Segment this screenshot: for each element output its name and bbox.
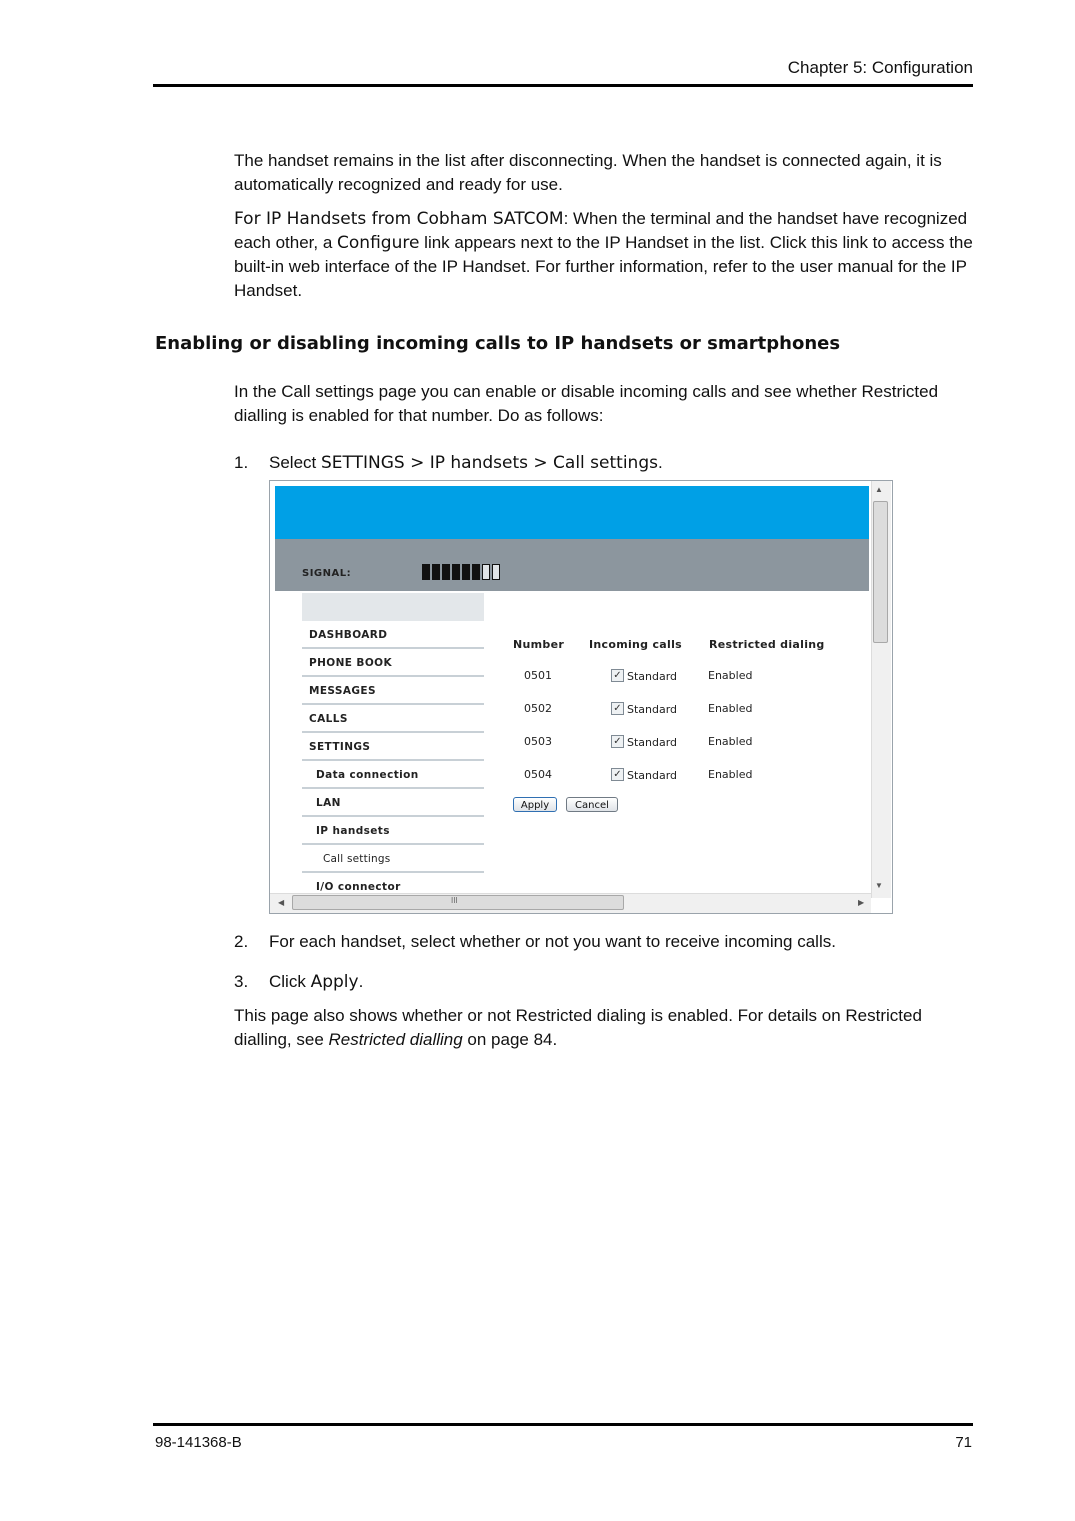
incoming-calls-checkbox[interactable]: ✓ bbox=[611, 702, 624, 715]
step-text: Select bbox=[269, 453, 321, 472]
scroll-right-icon[interactable]: ▶ bbox=[858, 898, 865, 907]
restricted-dialing-status: Enabled bbox=[708, 702, 753, 715]
cobham-text-a: : When the terminal and the handset have recognized each other, a bbox=[234, 209, 968, 252]
restricted-dialing-status: Enabled bbox=[708, 669, 753, 682]
step-text-end: . bbox=[358, 972, 364, 991]
step-ui-path: SETTINGS > IP handsets > Call settings bbox=[320, 453, 658, 473]
web-interface-screenshot bbox=[269, 480, 893, 914]
incoming-calls-label: Standard bbox=[627, 736, 678, 749]
step-text-end: . bbox=[657, 453, 663, 472]
step-number: 1. bbox=[234, 453, 249, 472]
restricted-text: This page also shows whether or not Restricted dialing is enabled. For details on Restricted dialling, see bbox=[234, 1006, 922, 1049]
nav-item-call-settings[interactable] bbox=[302, 845, 484, 873]
page-number: 71 bbox=[955, 1434, 972, 1451]
navigation-menu bbox=[302, 593, 484, 893]
cobham-lead: For IP Handsets from Cobham SATCOM bbox=[234, 209, 564, 229]
signal-segment bbox=[422, 564, 430, 580]
restricted-dialing-status: Enabled bbox=[708, 735, 753, 748]
paragraph-cobham-handsets bbox=[234, 207, 974, 303]
nav-item-settings[interactable] bbox=[302, 733, 484, 761]
step-number: 2. bbox=[234, 932, 249, 951]
signal-segment bbox=[442, 564, 450, 580]
incoming-calls-label: Standard bbox=[627, 703, 678, 716]
nav-item-label: Call settings bbox=[323, 853, 391, 865]
nav-item-label: CALLS bbox=[309, 713, 348, 725]
col-header-restricted: Restricted dialing bbox=[709, 638, 825, 651]
restricted-text-end: on page 84. bbox=[462, 1030, 558, 1049]
signal-segment bbox=[462, 564, 470, 580]
apply-button[interactable]: Apply bbox=[513, 797, 557, 812]
nav-item-label: PHONE BOOK bbox=[309, 657, 393, 669]
scroll-left-icon[interactable]: ◀ bbox=[278, 898, 285, 907]
col-header-incoming: Incoming calls bbox=[589, 638, 683, 651]
header-rule bbox=[153, 84, 973, 87]
horizontal-scroll-thumb[interactable] bbox=[292, 895, 624, 910]
nav-item-label: Data connection bbox=[316, 769, 419, 781]
signal-bar bbox=[275, 539, 869, 591]
cancel-button[interactable]: Cancel bbox=[566, 797, 618, 812]
nav-item-label: MESSAGES bbox=[309, 685, 376, 697]
nav-item-ip-handsets[interactable] bbox=[302, 817, 484, 845]
signal-segment bbox=[492, 564, 500, 580]
handset-number: 0503 bbox=[524, 735, 552, 748]
nav-item-label: SETTINGS bbox=[309, 741, 371, 753]
incoming-calls-checkbox[interactable]: ✓ bbox=[611, 735, 624, 748]
step-text: For each handset, select whether or not you want to receive incoming calls. bbox=[269, 932, 836, 951]
signal-segment bbox=[472, 564, 480, 580]
scroll-grip-icon: III bbox=[451, 896, 458, 905]
col-header-number: Number bbox=[513, 638, 565, 651]
signal-label: SIGNAL: bbox=[302, 568, 352, 579]
paragraph-restricted-dialing bbox=[234, 1004, 974, 1052]
scroll-down-icon[interactable]: ▼ bbox=[875, 881, 883, 890]
nav-item-data-connection[interactable] bbox=[302, 761, 484, 789]
incoming-calls-checkbox[interactable]: ✓ bbox=[611, 768, 624, 781]
running-head: Chapter 5: Configuration bbox=[787, 58, 973, 77]
nav-item-label: LAN bbox=[316, 797, 341, 809]
handset-number: 0504 bbox=[524, 768, 552, 781]
step-text: Click bbox=[269, 972, 311, 991]
nav-item-label: DASHBOARD bbox=[309, 629, 388, 641]
nav-item-dashboard[interactable] bbox=[302, 621, 484, 649]
signal-segment bbox=[482, 564, 490, 580]
header-banner bbox=[275, 486, 869, 539]
footer-rule bbox=[153, 1423, 973, 1426]
cobham-text-b: link appears next to the IP Handset in the list. Click this link to access the built-in web interface of the IP Handset. For further information, refer to the user manual for the IP Handset. bbox=[234, 233, 973, 300]
nav-item-calls[interactable] bbox=[302, 705, 484, 733]
configure-link-term: Configure bbox=[337, 233, 420, 253]
step-ui-apply: Apply bbox=[310, 972, 359, 992]
scroll-up-icon[interactable]: ▲ bbox=[875, 485, 883, 494]
restricted-dialling-reference: Restricted dialling bbox=[328, 1030, 463, 1049]
paragraph-handset-list: The handset remains in the list after disconnecting. When the handset is connected again, it is automatically recognized and ready for use. bbox=[234, 151, 942, 194]
nav-item-label: IP handsets bbox=[316, 825, 390, 837]
handset-number: 0502 bbox=[524, 702, 552, 715]
section-heading: Enabling or disabling incoming calls to IP handsets or smartphones bbox=[155, 333, 841, 354]
handset-number: 0501 bbox=[524, 669, 552, 682]
vertical-scroll-thumb[interactable] bbox=[873, 501, 888, 643]
nav-item-phone-book[interactable] bbox=[302, 649, 484, 677]
nav-item-lan[interactable] bbox=[302, 789, 484, 817]
nav-item-label: I/O connector bbox=[316, 881, 401, 893]
nav-item-messages[interactable] bbox=[302, 677, 484, 705]
paragraph-call-settings-intro: In the Call settings page you can enable or disable incoming calls and see whether Restricted dialling is enabled for that number. Do as follows: bbox=[234, 382, 939, 425]
restricted-dialing-status: Enabled bbox=[708, 768, 753, 781]
incoming-calls-checkbox[interactable]: ✓ bbox=[611, 669, 624, 682]
signal-segment bbox=[432, 564, 440, 580]
incoming-calls-label: Standard bbox=[627, 769, 678, 782]
document-number: 98-141368-B bbox=[155, 1434, 242, 1451]
signal-meter bbox=[422, 564, 500, 580]
incoming-calls-label: Standard bbox=[627, 670, 678, 683]
signal-segment bbox=[452, 564, 460, 580]
step-number: 3. bbox=[234, 972, 249, 991]
